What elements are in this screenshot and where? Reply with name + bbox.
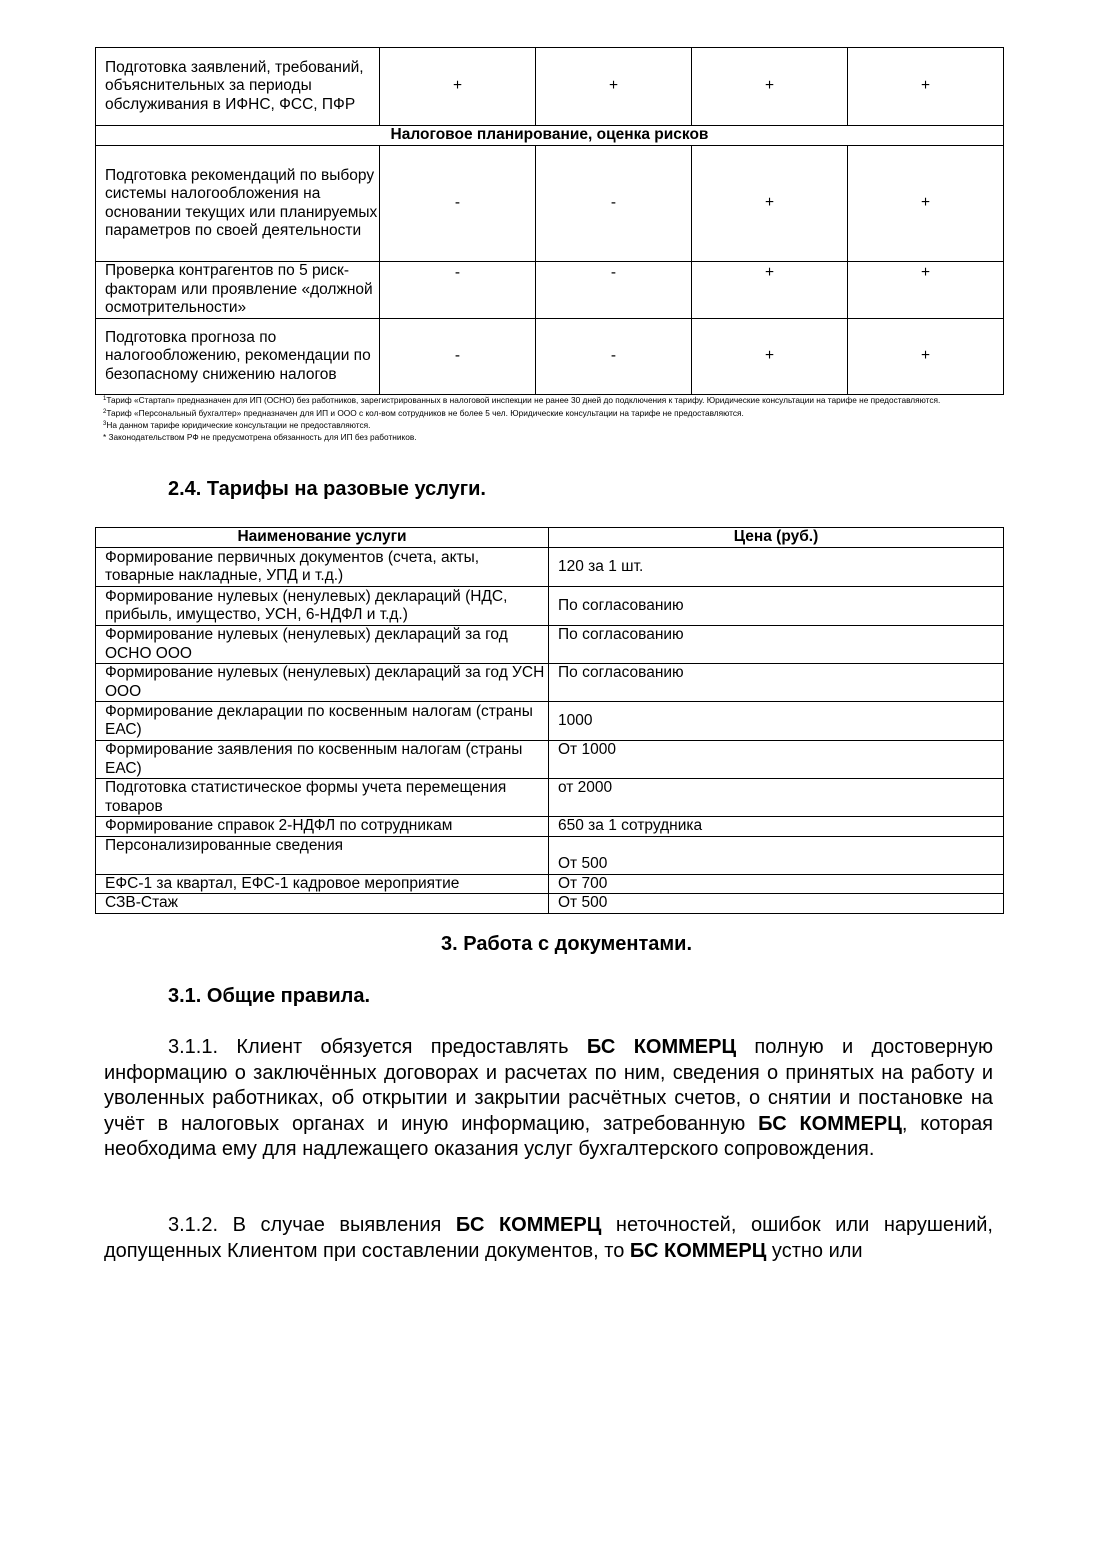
row-label: Подготовка заявлений, требований, объяснительных за периоды обслуживания в ИФНС, ФСС, ПФР: [96, 48, 380, 126]
footnote-3: $^3$На данном тарифе юридические консультации не предоставляются.: [103, 420, 371, 431]
service-name: Формирование нулевых (ненулевых) деклараций (НДС, прибыль, имущество, УСН, 6-НДФЛ и т.д.): [96, 587, 549, 626]
service-name: Формирование декларации по косвенным налогам (страны ЕАС): [96, 702, 549, 741]
table-row: [96, 664, 1004, 702]
company-name: БС КОММЕРЦ: [586, 1036, 737, 1058]
table-row: [96, 894, 1004, 914]
table-row: [96, 702, 1004, 741]
service-name: СЗВ-Стаж: [96, 894, 549, 914]
service-name: Формирование первичных документов (счета, акты, товарные накладные, УПД и т.д.): [96, 548, 549, 587]
row-label: Подготовка рекомендаций по выбору системы налогообложения на основании текущих или планируемых параметров по своей деятельности: [96, 146, 380, 262]
section-heading-2-4: 2.4. Тарифы на разовые услуги.: [168, 478, 486, 500]
table-row: [96, 817, 1004, 837]
table-row: [96, 626, 1004, 664]
section-heading-tax-planning: Налоговое планирование, оценка рисков: [96, 126, 1004, 146]
tariff-comparison-table: [95, 47, 1004, 395]
section-heading-3-1: 3.1. Общие правила.: [168, 985, 371, 1007]
service-price: От 500: [549, 894, 1004, 914]
table-row: [96, 779, 1004, 817]
section-row: [96, 126, 1004, 146]
table-row: [96, 874, 1004, 894]
tariff-mark: -: [380, 319, 536, 395]
company-name: БС КОММЕРЦ: [629, 1239, 767, 1262]
tariff-mark: +: [380, 48, 536, 126]
service-price: По согласованию: [549, 626, 1004, 664]
tariff-mark: +: [848, 146, 1004, 262]
services-price-table: [95, 527, 1004, 914]
service-price: 1000: [549, 702, 1004, 741]
tariff-mark: +: [848, 262, 1004, 319]
service-price: 120 за 1 шт.: [549, 548, 1004, 587]
tariff-mark: +: [692, 146, 848, 262]
footnote-1: $^1$Тариф «Стартап» предназначен для ИП (ОСНО) без работников, зарегистрированных в налоговой инспекции не ранее 30 дней до подключения к тарифу. Юридические консультации на тарифе не предоставляются.: [103, 395, 941, 405]
service-name: Формирование нулевых (ненулевых) деклараций за год ОСНО ООО: [96, 626, 549, 664]
footnotes: [103, 394, 993, 444]
table-row: [96, 741, 1004, 779]
column-header-service-name: Наименование услуги: [96, 528, 549, 548]
service-name: Подготовка статистическое формы учета перемещения товаров: [96, 779, 549, 817]
tariff-mark: +: [536, 48, 692, 126]
service-name: Формирование заявления по косвенным налогам (страны ЕАС): [96, 741, 549, 779]
company-name: БС КОММЕРЦ: [455, 1214, 602, 1236]
service-name: Персонализированные сведения: [96, 836, 549, 874]
tariff-mark: -: [536, 146, 692, 262]
tariff-mark: +: [848, 319, 1004, 395]
tariff-mark: -: [536, 319, 692, 395]
table-row: [96, 836, 1004, 874]
tariff-mark: +: [848, 48, 1004, 126]
table-header-row: [96, 528, 1004, 548]
tariff-mark: +: [692, 48, 848, 126]
service-name: Формирование справок 2-НДФЛ по сотрудникам: [96, 817, 549, 837]
service-price: По согласованию: [549, 587, 1004, 626]
row-label: Подготовка прогноза по налогообложению, рекомендации по безопасному снижению налогов: [96, 319, 380, 395]
service-name: ЕФС-1 за квартал, ЕФС-1 кадровое мероприятие: [96, 874, 549, 894]
table-row: [96, 48, 1004, 126]
service-price: От 500: [549, 836, 1004, 874]
column-header-price: Цена (руб.): [549, 528, 1004, 548]
tariff-mark: -: [536, 262, 692, 319]
section-heading-3: 3. Работа с документами.: [441, 933, 693, 955]
paragraph-3-1-1: 3.1.1. Клиент обязуется предоставлять БС КОММЕРЦ полную и достоверную информацию о заключённых договорах и расчетах по ним, сведения о принятых на работу и уволенных работниках, об открытии и закрытии расчётных счетов, о снятии и постановке на учёт в налоговых органах и иную информацию, затребованную БС КОММЕРЦ, которая необходима ему для надлежащего оказания услуг бухгалтерского сопровождения.: [104, 1036, 994, 1161]
service-price: 650 за 1 сотрудника: [549, 817, 1004, 837]
table-row: [96, 262, 1004, 319]
service-price: По согласованию: [549, 664, 1004, 702]
footnote-asterisk: * Законодательством РФ не предусмотрена обязанность для ИП без работников.: [103, 432, 417, 443]
table-row: [96, 548, 1004, 587]
tariff-mark: +: [692, 319, 848, 395]
service-price: от 2000: [549, 779, 1004, 817]
table-row: [96, 146, 1004, 262]
service-price: От 700: [549, 874, 1004, 894]
footnote-2: $^2$Тариф «Персональный бухгалтер» предназначен для ИП и ООО с кол-вом сотрудников не более 5 чел. Юридические консультации на тарифе не предоставляются.: [103, 407, 744, 418]
row-label: Проверка контрагентов по 5 риск-факторам или проявление «должной осмотрительности»: [96, 262, 380, 319]
tariff-mark: -: [380, 146, 536, 262]
table-row: [96, 319, 1004, 395]
service-price: От 1000: [549, 741, 1004, 779]
company-name: БС КОММЕРЦ: [758, 1112, 902, 1135]
service-name: Формирование нулевых (ненулевых) деклараций за год УСН ООО: [96, 664, 549, 702]
table-row: [96, 587, 1004, 626]
tariff-mark: -: [380, 262, 536, 319]
paragraph-3-1-2: 3.1.2. В случае выявления БС КОММЕРЦ неточностей, ошибок или нарушений, допущенных Клиентом при составлении документов, то БС КОММЕРЦ устно или: [104, 1214, 993, 1262]
tariff-mark: +: [692, 262, 848, 319]
